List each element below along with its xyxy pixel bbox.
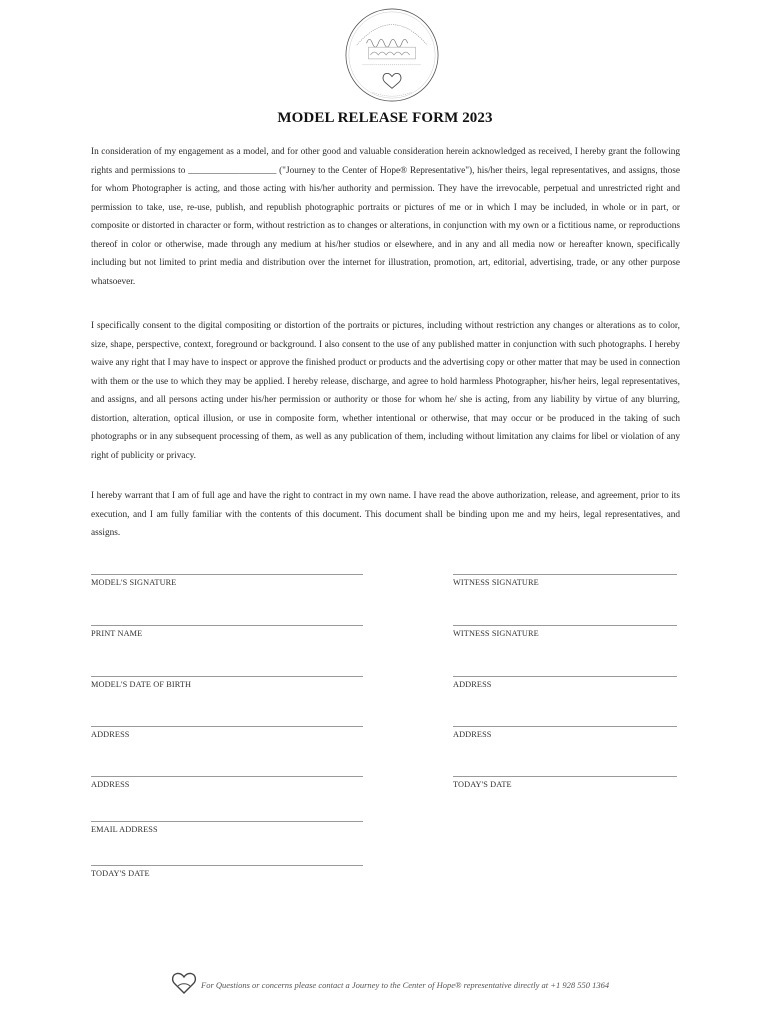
print-name-label: PRINT NAME [91, 629, 143, 638]
model-dob-line[interactable] [91, 676, 363, 677]
model-address-line-1[interactable] [91, 726, 363, 727]
witness-signature-line-2[interactable] [453, 625, 677, 626]
witness-date-line[interactable] [453, 776, 677, 777]
model-date-line[interactable] [91, 865, 363, 866]
witness-address-line-2[interactable] [453, 726, 677, 727]
witness-address-line-1[interactable] [453, 676, 677, 677]
consent-paragraph-2: I specifically consent to the digital compositing or distortion of the portraits or pictures, including without restriction any changes or alterations as to color, size, shape, perspective, context, foreground or background. I also consent to the use of any published matter in conjunction with such photographs. I hereby waive any right that I may have to inspect or approve the finished product or products and the advertising copy or other matter that may be used in connection with them or the use to which they may be applied. I hereby release, discharge, and agree to hold harmless Photographer, his/her heirs, legal representatives, and assigns, and all persons acting under his/her permission or authority or those for whom he/ she is acting, from any liability by virtue of any blurring, distortion, alteration, optical illusion, or use in composite form, whether intentional or otherwise, that may occur or be produced in the taking of such photographs or in any subsequent processing of them, as well as any publication of them, including without limitation any claims for libel or violation of any right of publicity or privacy. [91, 321, 680, 461]
form-title: MODEL RELEASE FORM 2023 [277, 110, 493, 126]
email-address-line[interactable] [91, 821, 363, 822]
model-address-line-2[interactable] [91, 776, 363, 777]
footer-contact-text: For Questions or concerns please contact a Journey to the Center of Hope® representative directly at +1 928 550 1364 [201, 980, 610, 990]
witness-address-label-2: ADDRESS [453, 730, 492, 739]
witness-address-label-1: ADDRESS [453, 680, 492, 689]
witness-date-label: TODAY'S DATE [453, 780, 512, 789]
model-address-label-2: ADDRESS [91, 780, 130, 789]
model-signature-label: MODEL'S SIGNATURE [91, 578, 177, 587]
model-address-label-1: ADDRESS [91, 730, 130, 739]
seal-logo [343, 6, 441, 104]
email-address-label: EMAIL ADDRESS [91, 825, 158, 834]
model-date-label: TODAY'S DATE [91, 869, 150, 878]
footer [170, 968, 690, 998]
seal-logo-icon [343, 6, 441, 104]
witness-signature-line-1[interactable] [453, 574, 677, 575]
witness-signature-label-1: WITNESS SIGNATURE [453, 578, 539, 587]
consent-paragraph-1: In consideration of my engagement as a model, and for other good and valuable consideration herein acknowledged as received, I hereby grant the following rights and permissions to ___________________ ("Journey to the Center of Hope® Representative"), his/her theirs, legal representatives, and assigns, those for whom Photographer is acting, and those acting with his/her authority and permission. They have the irrevocable, perpetual and unrestricted right and permission to take, use, re-use, publish, and republish photographic portraits or pictures of me or in which I may be included, in whole or in part, or composite or distorted in character or form, without restriction as to changes or alterations, in conjunction with my own or a fictitious name, or reproductions thereof in color or otherwise, made through any medium at his/her studios or elsewhere, and in any and all media now or hereafter known, specifically including but not limited to print media and distribution over the internet for illustration, promotion, art, editorial, advertising, trade, or any other purpose whatsoever. [91, 147, 680, 287]
heart-outline-icon [170, 968, 198, 996]
model-signature-line[interactable] [91, 574, 363, 575]
consent-paragraph-3: I hereby warrant that I am of full age and have the right to contract in my own name. I have read the above authorization, release, and agreement, prior to its execution, and I am fully familiar with the contents of this document. This document shall be binding upon me and my heirs, legal representatives, and assigns. [91, 491, 680, 538]
print-name-line[interactable] [91, 625, 363, 626]
witness-signature-label-2: WITNESS SIGNATURE [453, 629, 539, 638]
model-dob-label: MODEL'S DATE OF BIRTH [91, 680, 192, 689]
